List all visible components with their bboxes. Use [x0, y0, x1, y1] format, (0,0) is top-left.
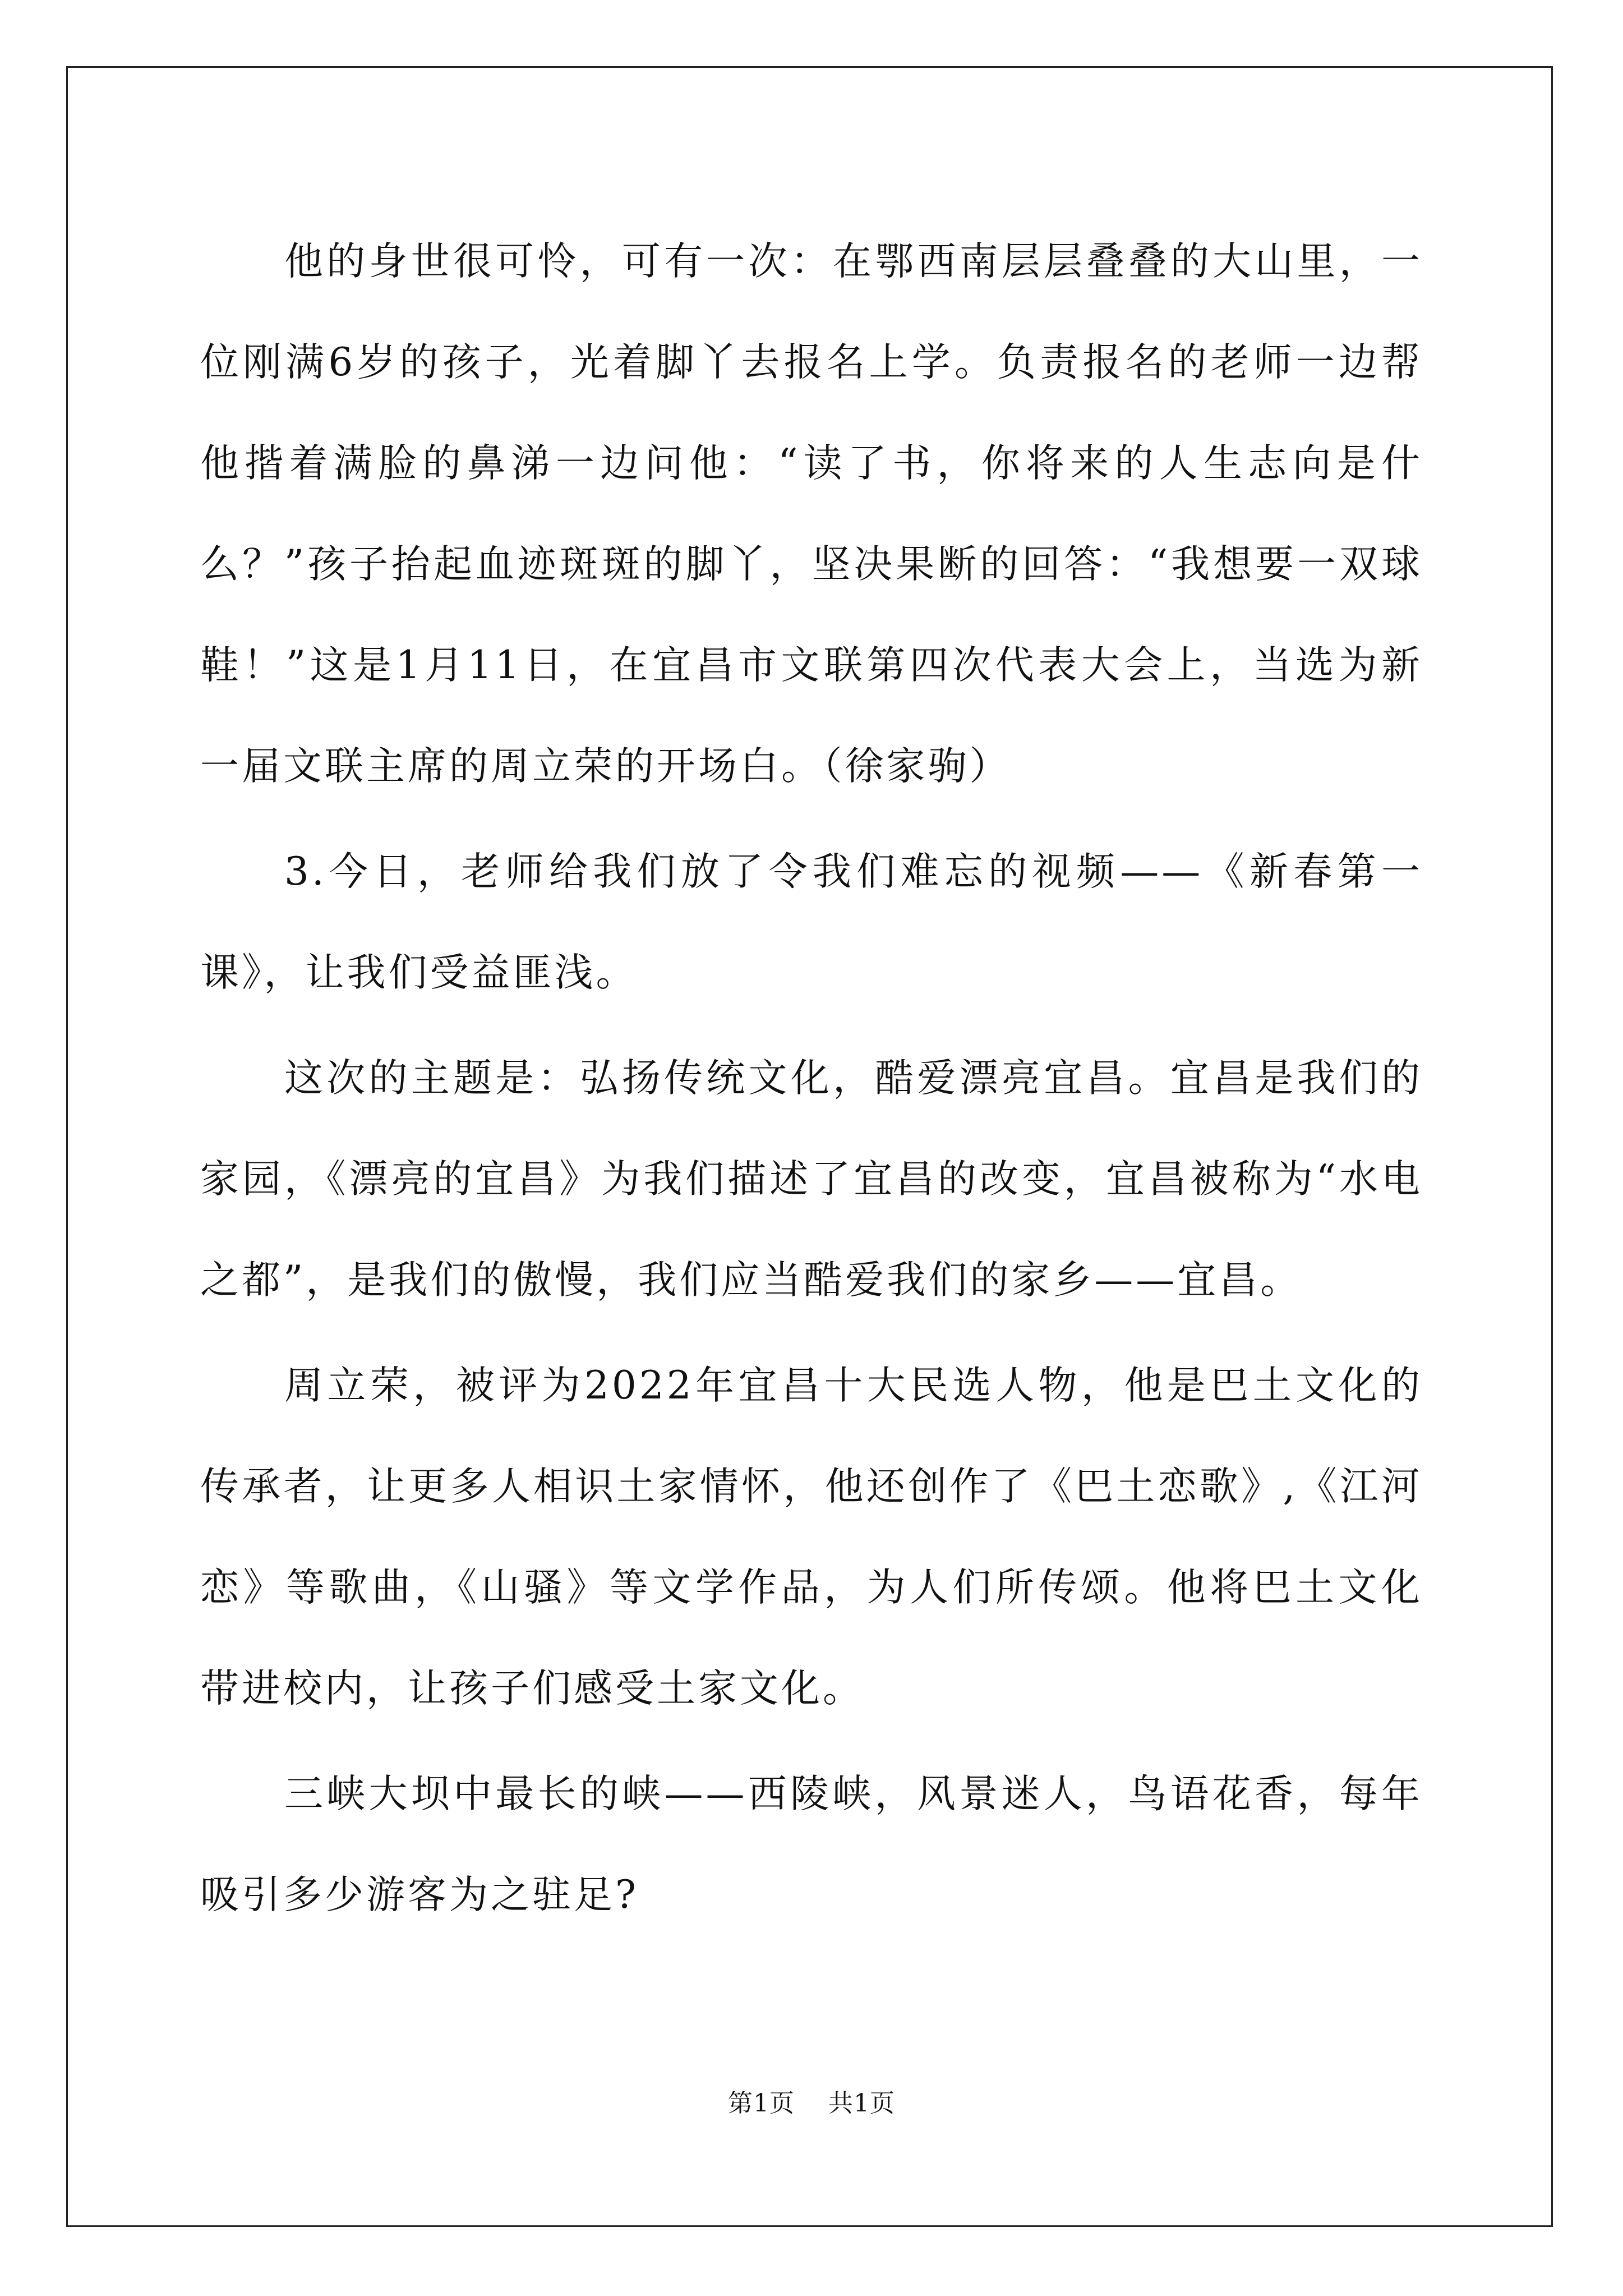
page-number: 第1页 [728, 2089, 795, 2118]
paragraph-1: 他的身世很可怜，可有一次：在鄂西南层层叠叠的大山里，一位刚满6岁的孩子，光着脚丫去报名上学。负责报名的老师一边帮他揩着满脸的鼻涕一边问他：“读了书，你将来的人生志向是什么？”孩子抬起血迹斑斑的脚丫，坚决果断的回答：“我想要一双球鞋！”这是1月11日，在宜昌市文联第四次代表大会上，当选为新一届文联主席的周立荣的开场白。（徐家驹） [200, 239, 1423, 789]
page-footer [0, 2087, 1623, 2120]
paragraph-2: 3.今日，老师给我们放了令我们难忘的视频——《新春第一课》，让我们受益匪浅。 [200, 849, 1423, 995]
paragraph-5: 三峡大坝中最长的峡——西陵峡，风景迷人，鸟语花香，每年吸引多少游客为之驻足? [200, 1772, 1423, 1917]
page-total: 共1页 [828, 2089, 895, 2118]
paragraph-3: 这次的主题是：弘扬传统文化，酷爱漂亮宜昌。宜昌是我们的家园，《漂亮的宜昌》为我们描述了宜昌的改变，宜昌被称为“水电之都”，是我们的傲慢，我们应当酷爱我们的家乡——宜昌。 [200, 1056, 1423, 1303]
document-body [200, 211, 1423, 1950]
paragraph-4: 周立荣，被评为2022年宜昌十大民选人物，他是巴土文化的传承者，让更多人相识土家情怀，他还创作了《巴土恋歌》,《江河恋》等歌曲，《山骚》等文学作品，为人们所传颂。他将巴土文化带进校内，让孩子们感受土家文化。 [200, 1363, 1423, 1711]
